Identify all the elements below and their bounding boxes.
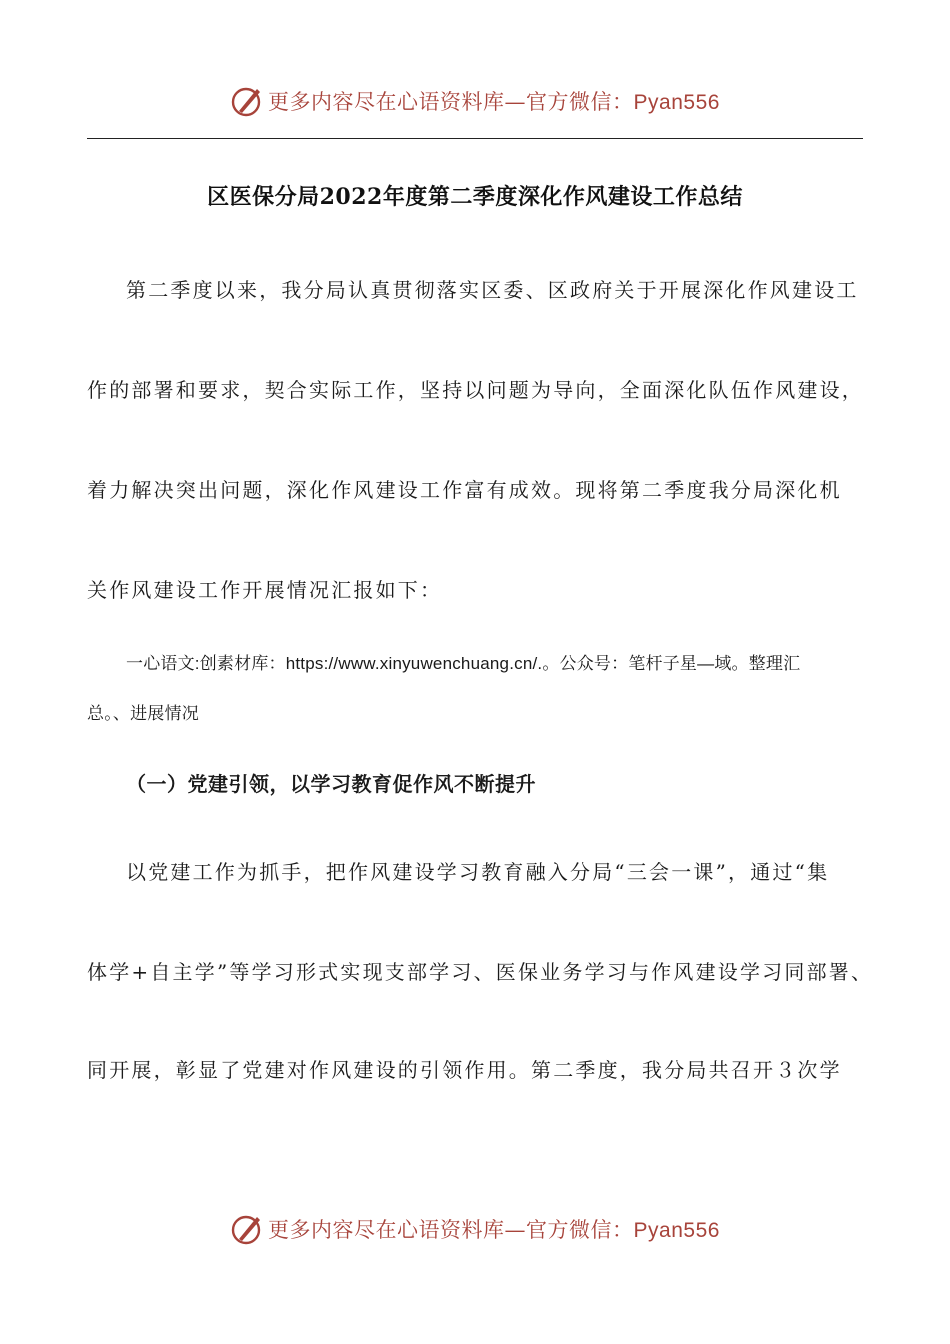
header-wechat-id: Pyan556 [633,91,720,114]
header-brand-text: 更多内容尽在心语资料库—官方微信：Pyan556 [268,90,720,114]
document-title: 区医保分局2022年度第二季度深化作风建设工作总结 [207,184,743,210]
paragraph-line: 关作风建设工作开展情况汇报如下： [87,578,443,602]
paragraph-line: 着力解决突出问题，深化作风建设工作富有成效。现将第二季度我分局深化机 [87,478,842,502]
source-note-line: 一心语文:创素材库：https://www.xinyuwenchuang.cn/.。公众号：笔杆子星—域。整理汇 [126,654,801,673]
paragraph-line: 以党建工作为抓手，把作风建设学习教育融入分局“三会一课”，通过“集 [126,860,830,884]
paragraph-line: 同开展，彰显了党建对作风建设的引领作用。第二季度，我分局共召开３次学 [87,1058,842,1082]
paragraph-line: 作的部署和要求，契合实际工作，坚持以问题为导向，全面深化队伍作风建设， [87,378,864,402]
quill-pen-logo-icon [230,84,264,118]
footer-brand [0,1212,950,1246]
paragraph-line: 第二季度以来，我分局认真贯彻落实区委、区政府关于开展深化作风建设工 [126,278,859,302]
paragraph-line: 体学+自主学”等学习形式实现支部学习、医保业务学习与作风建设学习同部署、 [87,960,874,984]
quill-pen-logo-icon [230,1212,264,1246]
footer-brand-text: 更多内容尽在心语资料库—官方微信：Pyan556 [268,1218,720,1242]
section-heading: （一）党建引领，以学习教育促作风不断提升 [126,772,536,796]
header-divider [87,138,863,139]
source-note-line: 总。、进展情况 [87,704,199,723]
footer-wechat-id: Pyan556 [633,1219,720,1242]
header-brand [0,84,950,118]
